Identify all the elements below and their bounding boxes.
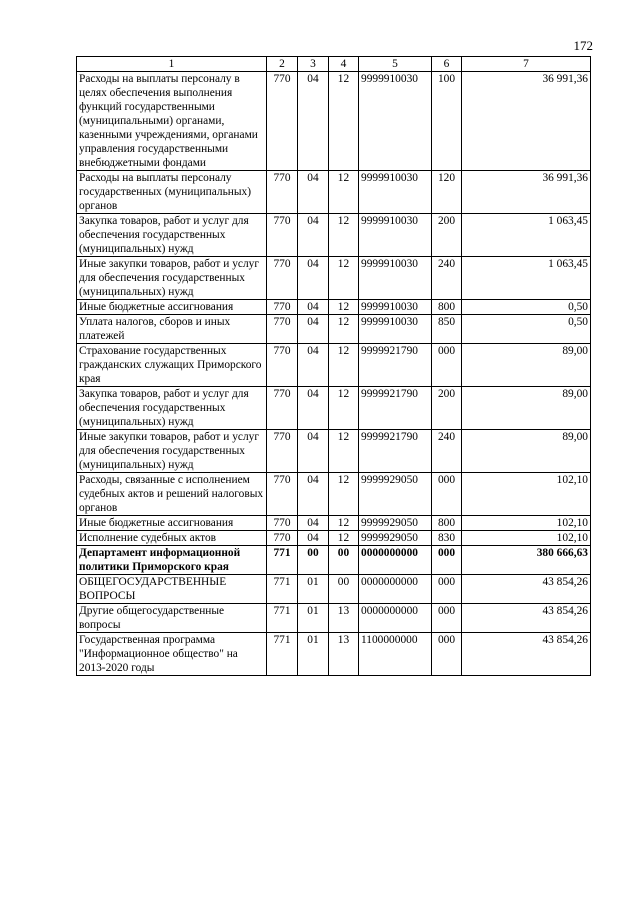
expense-type-cell: 000 <box>432 344 462 387</box>
subsection-code-cell: 12 <box>329 72 359 171</box>
target-article-cell: 0000000000 <box>359 604 432 633</box>
subsection-code-cell: 13 <box>329 604 359 633</box>
expense-type-cell: 200 <box>432 214 462 257</box>
ministry-code-cell: 771 <box>267 546 298 575</box>
table-row <box>77 300 591 315</box>
amount-cell: 43 854,26 <box>462 633 591 676</box>
amount-cell: 89,00 <box>462 344 591 387</box>
page-number: 172 <box>573 38 593 53</box>
ministry-code-cell: 770 <box>267 473 298 516</box>
ministry-code-cell: 770 <box>267 344 298 387</box>
amount-cell: 102,10 <box>462 531 591 546</box>
table-row <box>77 430 591 473</box>
ministry-code-cell: 770 <box>267 257 298 300</box>
table-row <box>77 72 591 171</box>
table-body <box>77 72 591 676</box>
ministry-code-cell: 770 <box>267 315 298 344</box>
row-name-cell: Иные закупки товаров, работ и услуг для обеспечения государственных (муниципальных) нужд <box>77 430 267 473</box>
section-code-cell: 04 <box>298 344 329 387</box>
section-code-cell: 04 <box>298 516 329 531</box>
ministry-code-cell: 770 <box>267 387 298 430</box>
amount-cell: 1 063,45 <box>462 214 591 257</box>
expense-type-cell: 800 <box>432 516 462 531</box>
subsection-code-cell: 12 <box>329 315 359 344</box>
ministry-code-cell: 770 <box>267 171 298 214</box>
row-name-cell: Иные бюджетные ассигнования <box>77 516 267 531</box>
expense-type-cell: 240 <box>432 257 462 300</box>
target-article-cell: 9999921790 <box>359 387 432 430</box>
subsection-code-cell: 00 <box>329 575 359 604</box>
amount-cell: 102,10 <box>462 516 591 531</box>
column-header: 6 <box>432 57 462 72</box>
header-row <box>77 57 591 72</box>
subsection-code-cell: 12 <box>329 387 359 430</box>
row-name-cell: Иные закупки товаров, работ и услуг для обеспечения государственных (муниципальных) нужд <box>77 257 267 300</box>
row-name-cell: Закупка товаров, работ и услуг для обеспечения государственных (муниципальных) нужд <box>77 387 267 430</box>
expense-type-cell: 000 <box>432 575 462 604</box>
row-name-cell: Расходы, связанные с исполнением судебных актов и решений налоговых органов <box>77 473 267 516</box>
ministry-code-cell: 771 <box>267 604 298 633</box>
expense-type-cell: 000 <box>432 546 462 575</box>
table-row <box>77 387 591 430</box>
expense-type-cell: 240 <box>432 430 462 473</box>
section-code-cell: 04 <box>298 72 329 171</box>
target-article-cell: 9999910030 <box>359 171 432 214</box>
row-name-cell: Уплата налогов, сборов и иных платежей <box>77 315 267 344</box>
ministry-code-cell: 770 <box>267 300 298 315</box>
row-name-cell: Расходы на выплаты персоналу государственных (муниципальных) органов <box>77 171 267 214</box>
column-header: 3 <box>298 57 329 72</box>
target-article-cell: 0000000000 <box>359 546 432 575</box>
target-article-cell: 9999910030 <box>359 72 432 171</box>
amount-cell: 0,50 <box>462 300 591 315</box>
subsection-code-cell: 12 <box>329 214 359 257</box>
budget-table <box>76 56 591 676</box>
row-name-cell: Страхование государственных гражданских служащих Приморского края <box>77 344 267 387</box>
table-row <box>77 344 591 387</box>
ministry-code-cell: 771 <box>267 633 298 676</box>
section-code-cell: 01 <box>298 604 329 633</box>
column-header: 5 <box>359 57 432 72</box>
subsection-code-cell: 12 <box>329 257 359 300</box>
expense-type-cell: 100 <box>432 72 462 171</box>
table-row <box>77 531 591 546</box>
target-article-cell: 1100000000 <box>359 633 432 676</box>
ministry-code-cell: 770 <box>267 214 298 257</box>
target-article-cell: 9999910030 <box>359 315 432 344</box>
subsection-code-cell: 12 <box>329 473 359 516</box>
table-row <box>77 171 591 214</box>
subsection-code-cell: 12 <box>329 344 359 387</box>
table-row <box>77 604 591 633</box>
expense-type-cell: 000 <box>432 473 462 516</box>
target-article-cell: 9999929050 <box>359 516 432 531</box>
target-article-cell: 9999910030 <box>359 300 432 315</box>
section-code-cell: 04 <box>298 300 329 315</box>
section-code-cell: 04 <box>298 315 329 344</box>
table-row <box>77 214 591 257</box>
target-article-cell: 9999921790 <box>359 430 432 473</box>
amount-cell: 102,10 <box>462 473 591 516</box>
ministry-code-cell: 770 <box>267 531 298 546</box>
section-code-cell: 04 <box>298 257 329 300</box>
row-name-cell: Расходы на выплаты персоналу в целях обеспечения выполнения функций государственными (муниципальными) органами, казенными учреждениями, органами управления государственными внебюджетными фондами <box>77 72 267 171</box>
table-row <box>77 257 591 300</box>
subsection-code-cell: 12 <box>329 430 359 473</box>
ministry-code-cell: 770 <box>267 72 298 171</box>
section-code-cell: 04 <box>298 531 329 546</box>
table-row <box>77 633 591 676</box>
amount-cell: 1 063,45 <box>462 257 591 300</box>
column-header: 2 <box>267 57 298 72</box>
subsection-code-cell: 00 <box>329 546 359 575</box>
target-article-cell: 9999910030 <box>359 257 432 300</box>
table-row <box>77 473 591 516</box>
row-name-cell: Департамент информационной политики Приморского края <box>77 546 267 575</box>
subsection-code-cell: 13 <box>329 633 359 676</box>
ministry-code-cell: 770 <box>267 430 298 473</box>
section-code-cell: 01 <box>298 575 329 604</box>
subsection-code-cell: 12 <box>329 516 359 531</box>
section-code-cell: 04 <box>298 473 329 516</box>
table-row <box>77 546 591 575</box>
column-header: 1 <box>77 57 267 72</box>
expense-type-cell: 120 <box>432 171 462 214</box>
subsection-code-cell: 12 <box>329 171 359 214</box>
expense-type-cell: 850 <box>432 315 462 344</box>
target-article-cell: 9999921790 <box>359 344 432 387</box>
column-header: 4 <box>329 57 359 72</box>
expense-type-cell: 000 <box>432 604 462 633</box>
target-article-cell: 0000000000 <box>359 575 432 604</box>
target-article-cell: 9999910030 <box>359 214 432 257</box>
ministry-code-cell: 770 <box>267 516 298 531</box>
amount-cell: 89,00 <box>462 387 591 430</box>
table-row <box>77 315 591 344</box>
ministry-code-cell: 771 <box>267 575 298 604</box>
section-code-cell: 01 <box>298 633 329 676</box>
section-code-cell: 00 <box>298 546 329 575</box>
column-header: 7 <box>462 57 591 72</box>
row-name-cell: Закупка товаров, работ и услуг для обеспечения государственных (муниципальных) нужд <box>77 214 267 257</box>
section-code-cell: 04 <box>298 430 329 473</box>
target-article-cell: 9999929050 <box>359 473 432 516</box>
table-row <box>77 516 591 531</box>
expense-type-cell: 800 <box>432 300 462 315</box>
amount-cell: 43 854,26 <box>462 604 591 633</box>
row-name-cell: Исполнение судебных актов <box>77 531 267 546</box>
amount-cell: 89,00 <box>462 430 591 473</box>
amount-cell: 36 991,36 <box>462 171 591 214</box>
row-name-cell: Государственная программа "Информационное общество" на 2013-2020 годы <box>77 633 267 676</box>
amount-cell: 380 666,63 <box>462 546 591 575</box>
subsection-code-cell: 12 <box>329 531 359 546</box>
amount-cell: 36 991,36 <box>462 72 591 171</box>
section-code-cell: 04 <box>298 171 329 214</box>
row-name-cell: ОБЩЕГОСУДАРСТВЕННЫЕ ВОПРОСЫ <box>77 575 267 604</box>
row-name-cell: Другие общегосударственные вопросы <box>77 604 267 633</box>
section-code-cell: 04 <box>298 387 329 430</box>
amount-cell: 43 854,26 <box>462 575 591 604</box>
row-name-cell: Иные бюджетные ассигнования <box>77 300 267 315</box>
amount-cell: 0,50 <box>462 315 591 344</box>
subsection-code-cell: 12 <box>329 300 359 315</box>
expense-type-cell: 000 <box>432 633 462 676</box>
expense-type-cell: 200 <box>432 387 462 430</box>
target-article-cell: 9999929050 <box>359 531 432 546</box>
section-code-cell: 04 <box>298 214 329 257</box>
table-row <box>77 575 591 604</box>
expense-type-cell: 830 <box>432 531 462 546</box>
